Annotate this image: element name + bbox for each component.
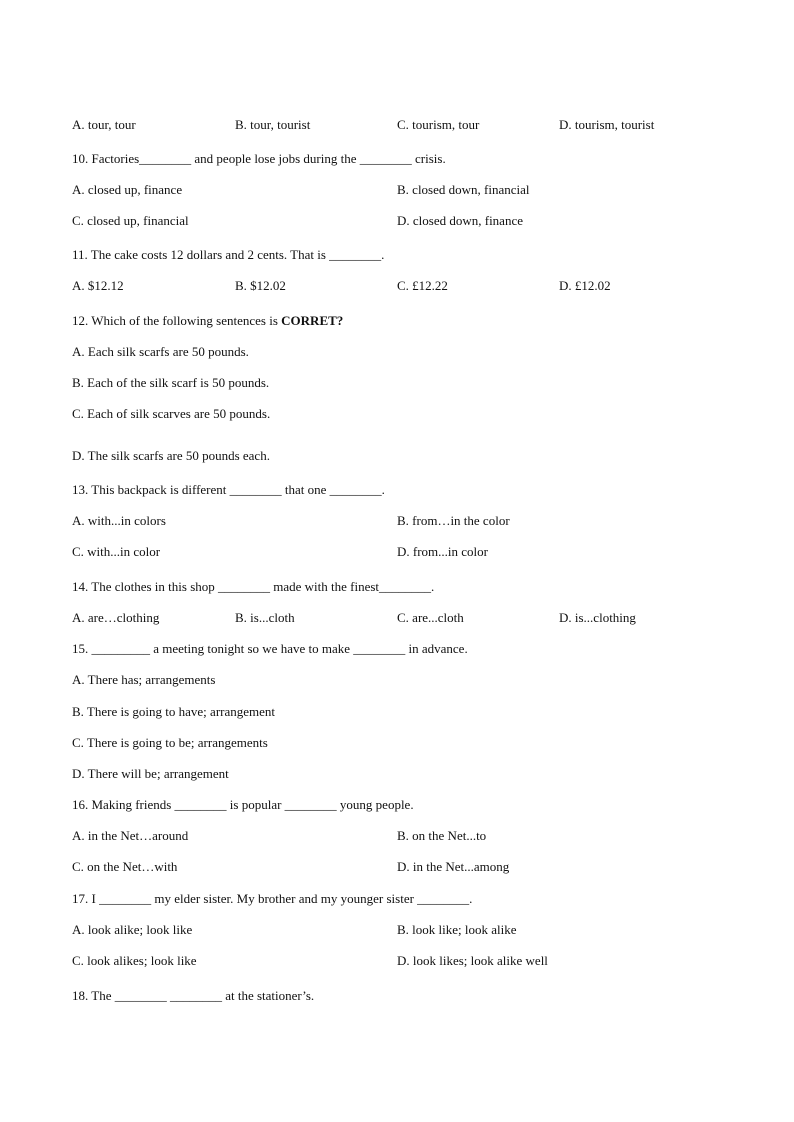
- q15-option-a: A. There has; arrangements: [72, 672, 216, 687]
- q12-stem: [72, 313, 343, 329]
- q12-option-d: D. The silk scarfs are 50 pounds each.: [72, 448, 270, 463]
- q17-option-a: A. look alike; look like: [72, 922, 193, 937]
- q13-option-d: D. from...in color: [397, 544, 488, 559]
- q9-option-d: D. tourism, tourist: [559, 117, 655, 132]
- q11-option-a: A. $12.12: [72, 278, 124, 293]
- q13-option-c: C. with...in color: [72, 544, 161, 559]
- q16-stem: 16. Making friends ________ is popular ________ young people.: [72, 797, 414, 812]
- q11-option-c: C. £12.22: [397, 278, 448, 293]
- q10-option-b: B. closed down, financial: [397, 182, 530, 197]
- q11-stem: 11. The cake costs 12 dollars and 2 cents. That is ________.: [72, 247, 385, 262]
- q10-option-c: C. closed up, financial: [72, 213, 189, 228]
- q9-option-c: C. tourism, tour: [397, 117, 480, 132]
- q11-option-d: D. £12.02: [559, 278, 611, 293]
- q15-option-c: C. There is going to be; arrangements: [72, 735, 268, 750]
- q15-stem: 15. _________ a meeting tonight so we have to make ________ in advance.: [72, 641, 468, 656]
- q14-option-b: B. is...cloth: [235, 610, 295, 625]
- q14-option-a: A. are…clothing: [72, 610, 160, 625]
- q15-option-d: D. There will be; arrangement: [72, 766, 229, 781]
- q13-option-b: B. from…in the color: [397, 513, 510, 528]
- q11-option-b: B. $12.02: [235, 278, 286, 293]
- q12-option-c: C. Each of silk scarves are 50 pounds.: [72, 406, 271, 421]
- q13-option-a: A. with...in colors: [72, 513, 166, 528]
- q16-option-b: B. on the Net...to: [397, 828, 487, 843]
- q10-option-a: A. closed up, finance: [72, 182, 183, 197]
- q17-option-b: B. look like; look alike: [397, 922, 517, 937]
- q13-stem: 13. This backpack is different ________ that one ________.: [72, 482, 385, 497]
- q10-option-d: D. closed down, finance: [397, 213, 523, 228]
- q10-stem: 10. Factories________ and people lose jobs during the ________ crisis.: [72, 151, 446, 166]
- q14-option-d: D. is...clothing: [559, 610, 636, 625]
- q17-option-d: D. look likes; look alike well: [397, 953, 548, 968]
- q12-stem-bold: CORRET?: [281, 313, 344, 328]
- q12-option-b: B. Each of the silk scarf is 50 pounds.: [72, 375, 270, 390]
- q17-stem: 17. I ________ my elder sister. My brother and my younger sister ________.: [72, 891, 473, 906]
- q12-stem-text: 12. Which of the following sentences is: [72, 313, 282, 328]
- q16-option-d: D. in the Net...among: [397, 859, 510, 874]
- q14-stem: 14. The clothes in this shop ________ made with the finest________.: [72, 579, 435, 594]
- q18-stem: 18. The ________ ________ at the stationer’s.: [72, 988, 315, 1003]
- q15-option-b: B. There is going to have; arrangement: [72, 704, 276, 719]
- q9-option-a: A. tour, tour: [72, 117, 136, 132]
- q16-option-a: A. in the Net…around: [72, 828, 189, 843]
- q17-option-c: C. look alikes; look like: [72, 953, 197, 968]
- q12-option-a: A. Each silk scarfs are 50 pounds.: [72, 344, 249, 359]
- q16-option-c: C. on the Net…with: [72, 859, 178, 874]
- q9-option-b: B. tour, tourist: [235, 117, 311, 132]
- q14-option-c: C. are...cloth: [397, 610, 464, 625]
